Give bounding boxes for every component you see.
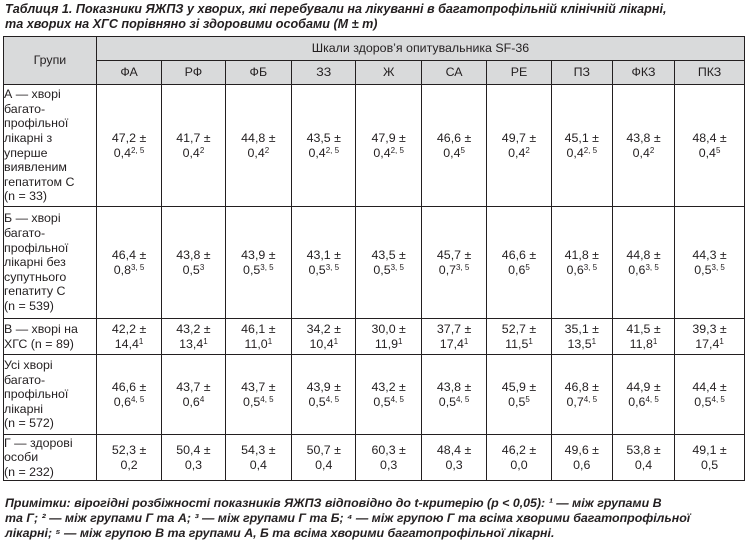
mean-value: 43,8 ±	[626, 130, 661, 145]
error-line	[422, 395, 486, 410]
error-line	[675, 458, 744, 473]
column-header: ЗЗ	[292, 61, 356, 85]
error-line	[226, 337, 291, 352]
mean-value: 46,6 ±	[111, 379, 147, 394]
table-row	[4, 355, 745, 435]
note-line-2: та Г; ² — між групами Г та А; ³ — між групами Г та Б; ⁴ — між групою Г та всіма хворими багатопрофільної	[5, 511, 691, 525]
error-line	[162, 146, 224, 161]
value-cell	[356, 355, 421, 435]
value-cell	[487, 355, 551, 435]
error-line	[675, 263, 744, 278]
column-header: СА	[421, 61, 486, 85]
group-cell	[4, 85, 97, 207]
group-label-line: лікарні без	[4, 255, 66, 270]
mean-value: 49,6 ±	[564, 442, 599, 457]
error-value: 0,4	[315, 457, 333, 472]
error-value: 0,5	[243, 262, 261, 277]
error-line	[162, 337, 224, 352]
error-line	[356, 458, 420, 473]
group-label-line: В — хворі на	[4, 321, 78, 336]
error-value: 0,4	[247, 145, 265, 160]
significance-marker: 4, 5	[325, 394, 340, 404]
mean-value: 43,5 ±	[306, 130, 341, 145]
group-label-line: уперше	[4, 145, 48, 160]
significance-marker: 2, 5	[390, 145, 404, 155]
mean-value: 43,9 ±	[306, 379, 341, 394]
error-value: 0,6	[628, 262, 646, 277]
mean-value: 60,3 ±	[371, 442, 406, 457]
significance-marker: 4	[199, 394, 205, 404]
mean-value: 47,2 ±	[111, 130, 147, 145]
significance-marker: 3, 5	[260, 262, 274, 272]
error-value: 0,3	[445, 457, 463, 472]
group-cell	[4, 435, 97, 481]
mean-value: 49,7 ±	[501, 130, 537, 145]
table-row	[4, 435, 745, 481]
error-value: 0,5	[182, 262, 200, 277]
error-value: 13,4	[179, 336, 204, 351]
group-label-line: гепатитом С	[4, 174, 75, 189]
error-value: 0,4	[113, 145, 132, 160]
mean-value: 42,2 ±	[111, 321, 147, 336]
group-label-line: профільної	[4, 240, 69, 255]
error-line	[226, 263, 291, 278]
value-cell	[162, 207, 225, 319]
value-cell	[356, 85, 421, 207]
error-line	[162, 458, 224, 473]
significance-marker: 1	[398, 336, 403, 346]
caption-line-1: Таблиця 1. Показники ЯЖПЗ у хворих, які перебували на лікуванні в багатопрофільній клінічній лікарні,	[5, 2, 667, 16]
significance-marker: 1	[528, 336, 533, 346]
significance-marker: 2	[525, 145, 530, 155]
error-value: 10,4	[309, 336, 334, 351]
value-cell	[225, 435, 291, 481]
value-cell	[225, 85, 291, 207]
mean-value: 34,2 ±	[306, 321, 341, 336]
group-label-line: (n = 232)	[4, 464, 54, 479]
error-value: 13,5	[567, 336, 592, 351]
value-cell	[96, 435, 161, 481]
value-cell	[551, 85, 612, 207]
error-line	[613, 337, 674, 352]
significance-marker: 2, 5	[325, 145, 340, 155]
group-label-line: виявленим	[4, 160, 67, 175]
error-value: 0,4	[373, 145, 391, 160]
error-value: 0,5	[243, 394, 261, 409]
error-line	[292, 458, 355, 473]
column-header: ПКЗ	[675, 61, 745, 85]
significance-marker: 2	[199, 145, 205, 155]
mean-value: 48,4 ±	[692, 130, 727, 145]
value-cell	[292, 85, 356, 207]
group-label-line: (n = 33)	[4, 189, 48, 204]
error-line	[356, 263, 420, 278]
significance-marker: 3, 5	[325, 262, 340, 272]
value-cell	[551, 319, 612, 355]
error-line	[422, 458, 486, 473]
error-value: 0,4	[308, 145, 326, 160]
column-header: Ж	[356, 61, 421, 85]
group-label-line: Усі хворі	[4, 358, 53, 373]
error-line	[162, 263, 224, 278]
error-value: 0,5	[308, 262, 326, 277]
group-label-line: багато-	[4, 226, 46, 241]
group-cell	[4, 207, 97, 319]
error-value: 0,5	[438, 394, 457, 409]
significance-marker: 1	[333, 336, 339, 346]
error-line	[552, 263, 612, 278]
error-value: 0,6	[566, 262, 584, 277]
header-scales: Шкали здоров’я опитувальника SF-36	[96, 37, 744, 61]
error-value: 14,4	[114, 336, 139, 351]
error-value: 0,0	[510, 457, 528, 472]
value-cell	[292, 435, 356, 481]
error-value: 0,5	[700, 457, 719, 472]
sf36-table	[3, 36, 745, 481]
significance-marker: 4, 5	[583, 394, 598, 404]
error-value: 0,2	[120, 457, 138, 472]
significance-marker: 4, 5	[390, 394, 404, 404]
value-cell	[487, 435, 551, 481]
value-cell	[421, 85, 486, 207]
significance-marker: 3, 5	[456, 262, 470, 272]
value-cell	[675, 319, 745, 355]
error-value: 17,4	[439, 336, 464, 351]
value-cell	[612, 355, 674, 435]
value-cell	[551, 207, 612, 319]
group-label-line: профільної	[4, 116, 69, 131]
mean-value: 39,3 ±	[692, 321, 727, 336]
mean-value: 45,9 ±	[501, 379, 537, 394]
significance-marker: 3, 5	[645, 262, 659, 272]
mean-value: 46,1 ±	[241, 321, 276, 336]
value-cell	[356, 435, 421, 481]
error-value: 0,4	[249, 457, 267, 472]
error-line	[552, 395, 612, 410]
error-line	[356, 337, 420, 352]
error-value: 0,4	[566, 145, 584, 160]
group-label-line: супутнього	[4, 269, 67, 284]
group-label-line: багато-	[4, 372, 46, 387]
significance-marker: 4, 5	[131, 394, 145, 404]
value-cell	[487, 207, 551, 319]
value-cell	[162, 355, 225, 435]
error-line	[552, 337, 612, 352]
significance-marker: 5	[715, 145, 721, 155]
mean-value: 41,8 ±	[564, 247, 599, 262]
group-label-line: ХГС (n = 89)	[4, 336, 74, 351]
significance-marker: 4, 5	[711, 394, 725, 404]
error-value: 0,3	[184, 457, 203, 472]
mean-value: 43,1 ±	[306, 247, 341, 262]
table-row	[4, 207, 745, 319]
error-line	[487, 337, 550, 352]
significance-marker: 1	[719, 336, 724, 346]
error-value: 0,5	[508, 394, 526, 409]
value-cell	[675, 207, 745, 319]
error-value: 0,5	[694, 262, 712, 277]
mean-value: 46,8 ±	[564, 379, 599, 394]
mean-value: 47,9 ±	[371, 130, 406, 145]
value-cell	[96, 207, 161, 319]
significance-marker: 4, 5	[645, 394, 659, 404]
mean-value: 30,0 ±	[371, 321, 406, 336]
error-value: 0,5	[694, 394, 712, 409]
column-header: РФ	[162, 61, 225, 85]
error-line	[613, 395, 674, 410]
group-label-line: лікарні з	[4, 130, 53, 145]
error-value: 0,7	[438, 262, 457, 277]
significance-marker: 2	[264, 145, 270, 155]
value-cell	[162, 435, 225, 481]
error-value: 0,5	[373, 262, 391, 277]
group-label-line: Б — хворі	[4, 211, 61, 226]
error-line	[97, 337, 161, 352]
mean-value: 46,2 ±	[501, 442, 537, 457]
error-line	[356, 146, 420, 161]
table-row	[4, 319, 745, 355]
error-line	[422, 337, 486, 352]
significance-marker: 1	[652, 336, 658, 346]
error-value: 0,4	[632, 145, 650, 160]
note-line-1: Примітки: вірогідні розбіжності показників ЯЖПЗ відповідно до t-критерію (р < 0,05): ¹ — між групами В	[5, 496, 662, 510]
value-cell	[551, 435, 612, 481]
mean-value: 41,7 ±	[176, 130, 211, 145]
error-line	[613, 458, 674, 473]
error-value: 0,3	[380, 457, 398, 472]
error-line	[552, 458, 612, 473]
value-cell	[356, 207, 421, 319]
mean-value: 43,2 ±	[371, 379, 406, 394]
mean-value: 41,5 ±	[626, 321, 661, 336]
mean-value: 50,7 ±	[306, 442, 341, 457]
mean-value: 48,4 ±	[436, 442, 472, 457]
table-caption	[5, 2, 745, 32]
value-cell	[487, 319, 551, 355]
value-cell	[292, 355, 356, 435]
error-line	[487, 263, 550, 278]
value-cell	[225, 355, 291, 435]
value-cell	[612, 85, 674, 207]
error-value: 11,9	[374, 336, 399, 351]
error-value: 0,6	[628, 394, 646, 409]
significance-marker: 1	[463, 336, 469, 346]
significance-marker: 3	[199, 262, 205, 272]
significance-marker: 4, 5	[260, 394, 274, 404]
significance-marker: 5	[525, 262, 530, 272]
mean-value: 54,3 ±	[241, 442, 276, 457]
group-cell	[4, 319, 97, 355]
error-value: 0,4	[698, 145, 716, 160]
column-header: ПЗ	[551, 61, 612, 85]
significance-marker: 2, 5	[131, 145, 145, 155]
error-line	[422, 146, 486, 161]
significance-marker: 5	[525, 394, 530, 404]
error-line	[487, 146, 550, 161]
group-label-line: гепатиту С	[4, 284, 66, 299]
value-cell	[612, 207, 674, 319]
error-line	[613, 263, 674, 278]
group-cell	[4, 355, 97, 435]
mean-value: 35,1 ±	[564, 321, 599, 336]
mean-value: 43,8 ±	[176, 247, 211, 262]
value-cell	[96, 85, 161, 207]
value-cell	[225, 319, 291, 355]
mean-value: 50,4 ±	[176, 442, 211, 457]
error-line	[487, 395, 550, 410]
error-value: 0,8	[113, 262, 132, 277]
value-cell	[487, 85, 551, 207]
mean-value: 45,1 ±	[564, 130, 599, 145]
error-line	[97, 395, 161, 410]
error-value: 11,5	[505, 336, 529, 351]
significance-marker: 1	[267, 336, 273, 346]
error-value: 11,8	[629, 336, 653, 351]
error-value: 0,4	[634, 457, 653, 472]
error-value: 0,5	[373, 394, 391, 409]
significance-marker: 2, 5	[583, 145, 598, 155]
error-line	[552, 146, 612, 161]
error-line	[292, 263, 355, 278]
significance-marker: 1	[591, 336, 597, 346]
value-cell	[612, 435, 674, 481]
significance-marker: 5	[460, 145, 465, 155]
value-cell	[421, 435, 486, 481]
group-label-line: (n = 539)	[4, 298, 54, 313]
column-header: ФБ	[225, 61, 291, 85]
mean-value: 43,2 ±	[176, 321, 211, 336]
table-note	[5, 496, 745, 541]
value-cell	[612, 319, 674, 355]
significance-marker: 3, 5	[131, 262, 145, 272]
mean-value: 44,8 ±	[241, 130, 276, 145]
mean-value: 43,7 ±	[241, 379, 276, 394]
error-value: 0,6	[113, 394, 132, 409]
value-cell	[162, 85, 225, 207]
column-header: ФКЗ	[612, 61, 674, 85]
value-cell	[225, 207, 291, 319]
mean-value: 52,3 ±	[111, 442, 147, 457]
table-row	[4, 85, 745, 207]
error-line	[292, 146, 355, 161]
error-line	[675, 337, 744, 352]
mean-value: 53,8 ±	[626, 442, 661, 457]
error-value: 0,7	[566, 394, 584, 409]
value-cell	[356, 319, 421, 355]
significance-marker: 1	[203, 336, 208, 346]
significance-marker: 2	[649, 145, 655, 155]
mean-value: 43,8 ±	[436, 379, 472, 394]
error-value: 17,4	[695, 336, 720, 351]
value-cell	[675, 435, 745, 481]
value-cell	[421, 319, 486, 355]
error-line	[226, 146, 291, 161]
mean-value: 44,4 ±	[692, 379, 727, 394]
mean-value: 43,5 ±	[371, 247, 406, 262]
mean-value: 44,9 ±	[626, 379, 661, 394]
error-line	[97, 146, 161, 161]
error-value: 0,4	[508, 145, 526, 160]
significance-marker: 4, 5	[456, 394, 470, 404]
significance-marker: 1	[138, 336, 144, 346]
error-value: 0,6	[573, 457, 591, 472]
error-value: 0,4	[182, 145, 200, 160]
note-line-3: лікарні; ⁵ — між групою В та групами А, Б та всіма хворими багатопрофільної лікарні.	[5, 526, 555, 540]
group-label-line: А — хворі	[4, 87, 61, 102]
significance-marker: 3, 5	[583, 262, 598, 272]
group-label-line: (n = 572)	[4, 416, 54, 431]
error-value: 11,0	[244, 336, 268, 351]
group-label-line: Г — здорові	[4, 435, 73, 450]
mean-value: 44,8 ±	[626, 247, 661, 262]
mean-value: 43,7 ±	[176, 379, 211, 394]
error-value: 0,6	[182, 394, 200, 409]
value-cell	[421, 207, 486, 319]
column-header: ФА	[96, 61, 161, 85]
header-groups: Групи	[4, 37, 97, 85]
value-cell	[96, 319, 161, 355]
group-label-line: багато-	[4, 101, 46, 116]
value-cell	[675, 85, 745, 207]
error-value: 0,5	[308, 394, 326, 409]
error-line	[292, 337, 355, 352]
mean-value: 45,7 ±	[436, 247, 472, 262]
error-line	[422, 263, 486, 278]
value-cell	[421, 355, 486, 435]
error-line	[675, 146, 744, 161]
value-cell	[292, 207, 356, 319]
significance-marker: 3, 5	[390, 262, 404, 272]
value-cell	[551, 355, 612, 435]
error-line	[97, 458, 161, 473]
error-value: 0,6	[508, 262, 526, 277]
error-line	[226, 395, 291, 410]
mean-value: 46,6 ±	[501, 247, 537, 262]
mean-value: 49,1 ±	[692, 442, 727, 457]
value-cell	[292, 319, 356, 355]
caption-line-2: та хворих на ХГС порівняно зі здоровими особами (М ± m)	[5, 17, 378, 31]
group-label-line: профільної	[4, 387, 69, 402]
error-line	[356, 395, 420, 410]
group-label-line: особи	[4, 450, 39, 465]
error-line	[97, 263, 161, 278]
error-line	[613, 146, 674, 161]
error-line	[487, 458, 550, 473]
mean-value: 44,3 ±	[692, 247, 727, 262]
mean-value: 46,6 ±	[436, 130, 472, 145]
error-line	[162, 395, 224, 410]
error-value: 0,4	[443, 145, 461, 160]
mean-value: 37,7 ±	[436, 321, 472, 336]
significance-marker: 3, 5	[711, 262, 725, 272]
mean-value: 52,7 ±	[501, 321, 537, 336]
value-cell	[675, 355, 745, 435]
column-header: РЕ	[487, 61, 551, 85]
error-line	[292, 395, 355, 410]
group-label-line: лікарні	[4, 401, 44, 416]
error-line	[226, 458, 291, 473]
mean-value: 43,9 ±	[241, 247, 276, 262]
value-cell	[162, 319, 225, 355]
value-cell	[96, 355, 161, 435]
mean-value: 46,4 ±	[111, 247, 147, 262]
error-line	[675, 395, 744, 410]
